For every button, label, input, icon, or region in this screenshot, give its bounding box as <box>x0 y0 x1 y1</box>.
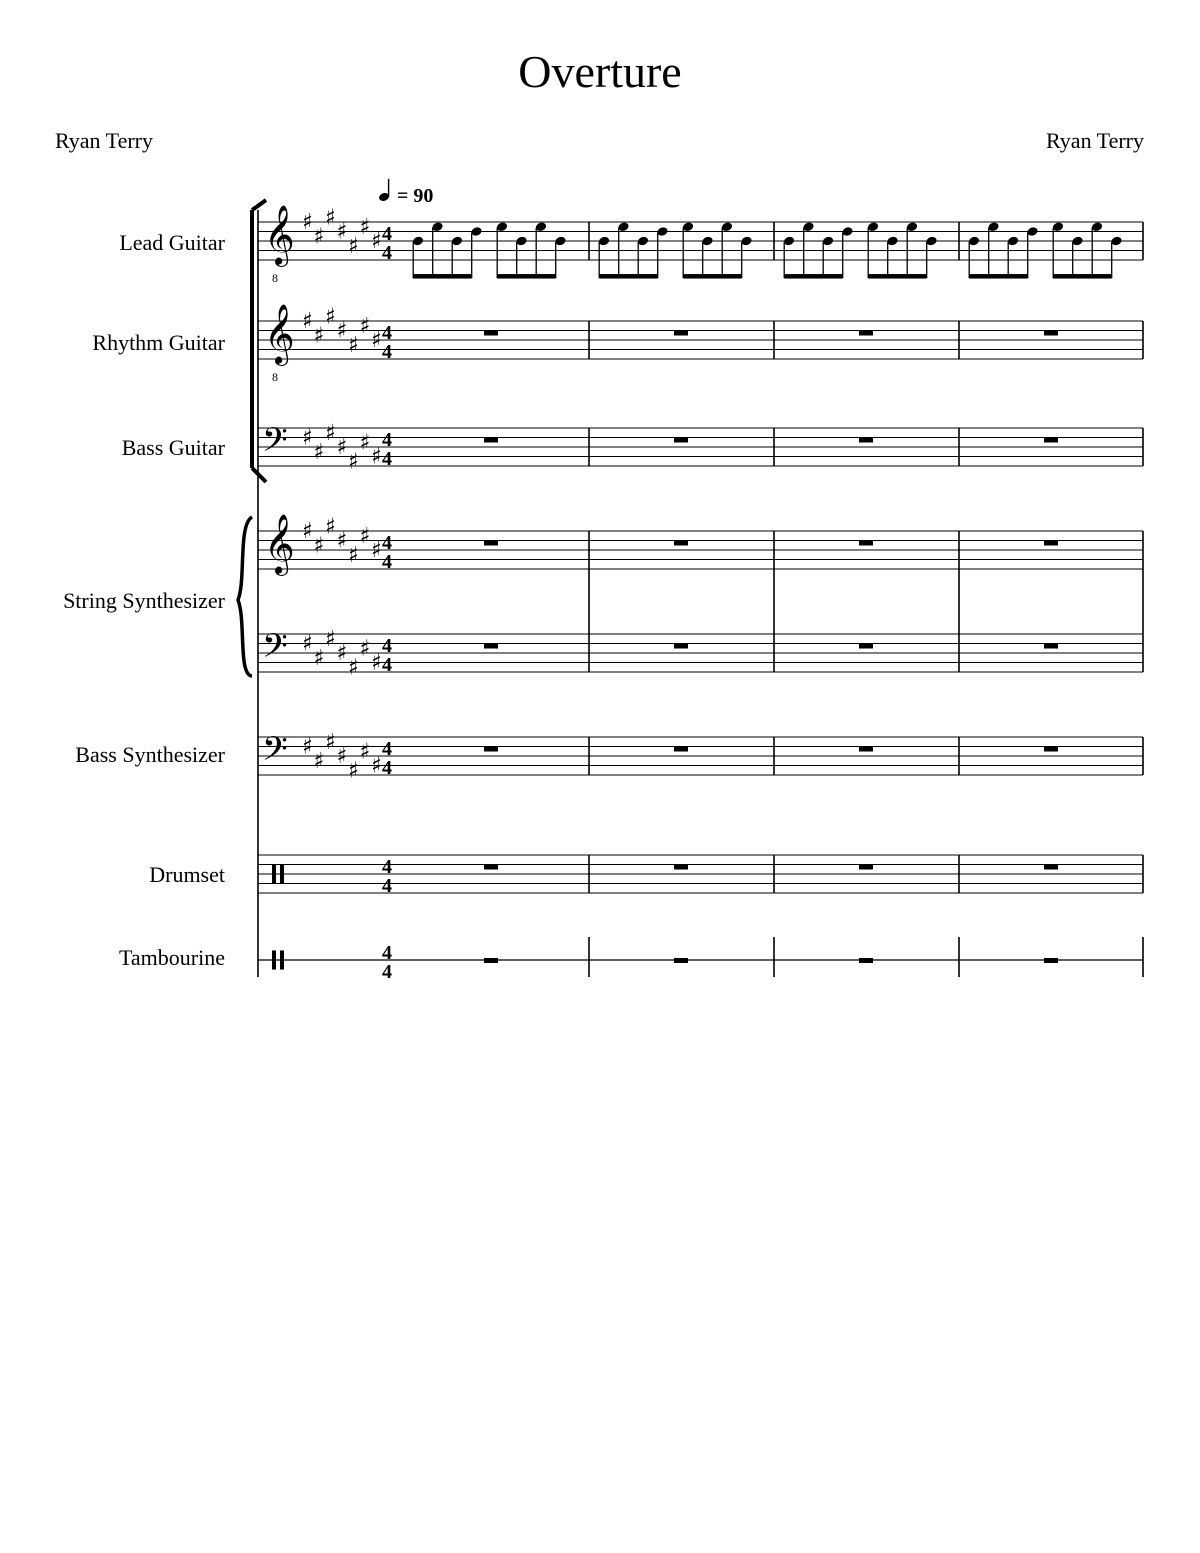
staff-6-sharp-2: ♯ <box>313 748 325 774</box>
staff-7-rest-m4 <box>1044 865 1058 870</box>
instrument-label-rhythm-guitar: Rhythm Guitar <box>92 330 225 355</box>
staff-1-sharp-4: ♯ <box>336 219 348 245</box>
staff-4-sharp-6: ♯ <box>359 523 371 549</box>
instrument-label-bass-synthesizer: Bass Synthesizer <box>75 742 225 767</box>
staff-2-sharp-7: ♯ <box>371 328 382 353</box>
staff-1-time-bottom: 4 <box>382 242 392 264</box>
staff-5-time-bottom: 4 <box>382 654 392 676</box>
staff-6-time-top: 4 <box>382 738 392 760</box>
staff-4-sharp-4: ♯ <box>336 528 348 554</box>
staff-8-rest-m3 <box>859 958 873 963</box>
staff-1-sharp-1: ♯ <box>302 210 313 235</box>
staff-5-time-top: 4 <box>382 635 392 657</box>
staff-7-rest-m3 <box>859 865 873 870</box>
staff-6-rest-m1 <box>484 747 498 752</box>
lead-beam-m1-2 <box>497 274 556 279</box>
staff-6-sharp-5: ♯ <box>348 758 359 784</box>
staff-2-treble-clef: 𝄞 <box>264 304 295 364</box>
staff-2-rest-m1 <box>484 331 498 336</box>
staff-2-sharp-1: ♯ <box>302 309 313 334</box>
staff-2-rest-m2 <box>674 331 688 336</box>
staff-6-time-bottom: 4 <box>382 757 392 779</box>
staff-3-time-top: 4 <box>382 429 392 451</box>
staff-4-sharp-3: ♯ <box>325 514 336 540</box>
staff-5-rest-m4 <box>1044 644 1058 649</box>
lead-beam-m3-1 <box>784 274 843 279</box>
staff-8-time-top: 4 <box>382 942 392 964</box>
staff-2-octave-mark: 8 <box>272 370 278 384</box>
staff-1-sharp-6: ♯ <box>359 214 371 240</box>
staff-5-sharp-1: ♯ <box>302 631 313 657</box>
staff-1-sharp-3: ♯ <box>325 205 336 231</box>
staff-5-sharp-7: ♯ <box>371 650 382 676</box>
staff-3-sharp-1: ♯ <box>302 425 313 451</box>
staff-7-perc-clef-b <box>280 865 284 884</box>
staff-2-sharp-3: ♯ <box>325 304 336 330</box>
staff-1-treble-clef: 𝄞 <box>264 205 295 265</box>
staff-6-rest-m2 <box>674 747 688 752</box>
staff-2-time-bottom: 4 <box>382 341 392 363</box>
staff-5-sharp-5: ♯ <box>348 655 359 681</box>
staff-6-rest-m3 <box>859 747 873 752</box>
staff-6-sharp-6: ♯ <box>359 739 371 765</box>
arranger-credit: Ryan Terry <box>1046 128 1144 153</box>
lead-beam-m2-1 <box>599 274 658 279</box>
staff-1-octave-mark: 8 <box>272 271 278 285</box>
staff-1-sharp-5: ♯ <box>348 233 359 259</box>
staff-5-bass-clef: 𝄢 <box>262 627 288 674</box>
staff-2-sharp-5: ♯ <box>348 332 359 358</box>
staff-6-bass-clef: 𝄢 <box>262 730 288 777</box>
staff-4-sharp-2: ♯ <box>313 533 325 559</box>
staff-6-sharp-3: ♯ <box>325 729 336 755</box>
lead-beam-m2-2 <box>683 274 742 279</box>
instrument-label-tambourine: Tambourine <box>119 945 225 970</box>
staff-3-sharp-3: ♯ <box>325 420 336 446</box>
staff-3-bass-clef: 𝄢 <box>262 421 288 468</box>
staff-3-sharp-5: ♯ <box>348 449 359 475</box>
string-synth-brace <box>238 517 252 676</box>
staff-4-sharp-5: ♯ <box>348 542 359 568</box>
staff-4-sharp-7: ♯ <box>371 538 382 563</box>
staff-7-rest-m1 <box>484 865 498 870</box>
staff-5-sharp-6: ♯ <box>359 636 371 662</box>
lead-beam-m3-2 <box>868 274 927 279</box>
staff-5-sharp-2: ♯ <box>313 645 325 671</box>
staff-4-rest-m4 <box>1044 541 1058 546</box>
staff-8-rest-m4 <box>1044 958 1058 963</box>
staff-3-rest-m3 <box>859 438 873 443</box>
staff-5-rest-m1 <box>484 644 498 649</box>
staff-8-rest-m1 <box>484 958 498 963</box>
instrument-label-bass-guitar: Bass Guitar <box>121 435 225 460</box>
staff-7-time-bottom: 4 <box>382 875 392 897</box>
staff-3-sharp-7: ♯ <box>371 444 382 470</box>
staff-7-perc-clef-a <box>272 865 276 884</box>
staff-4-time-bottom: 4 <box>382 551 392 573</box>
staff-4-rest-m3 <box>859 541 873 546</box>
glyph-layer <box>238 179 1123 983</box>
staff-6-sharp-7: ♯ <box>371 753 382 779</box>
staff-5-rest-m3 <box>859 644 873 649</box>
staff-4-rest-m2 <box>674 541 688 546</box>
lead-beam-m4-2 <box>1053 274 1112 279</box>
staff-3-sharp-4: ♯ <box>336 435 348 460</box>
staff-3-sharp-6: ♯ <box>359 430 371 456</box>
staff-2-rest-m4 <box>1044 331 1058 336</box>
staff-5-rest-m2 <box>674 644 688 649</box>
staff-5-sharp-3: ♯ <box>325 626 336 652</box>
staff-8-rest-m2 <box>674 958 688 963</box>
staff-3-rest-m1 <box>484 438 498 443</box>
lead-beam-m4-1 <box>969 274 1027 279</box>
staff-2-time-top: 4 <box>382 322 392 344</box>
staff-3-rest-m2 <box>674 438 688 443</box>
staff-3-rest-m4 <box>1044 438 1058 443</box>
instrument-label-string-synthesizer: String Synthesizer <box>63 588 225 613</box>
staff-7-time-top: 4 <box>382 856 392 878</box>
staff-2-sharp-2: ♯ <box>313 323 325 349</box>
staff-1-time-top: 4 <box>382 223 392 245</box>
staff-7-rest-m2 <box>674 865 688 870</box>
staff-1-sharp-2: ♯ <box>313 224 325 250</box>
instrument-label-lead-guitar: Lead Guitar <box>119 230 225 255</box>
staff-6-rest-m4 <box>1044 747 1058 752</box>
score-title: Overture <box>518 46 682 97</box>
staff-8-perc-clef-b <box>280 951 284 970</box>
staff-2-rest-m3 <box>859 331 873 336</box>
staff-4-time-top: 4 <box>382 532 392 554</box>
staff-5-sharp-4: ♯ <box>336 641 348 666</box>
staff-2-sharp-6: ♯ <box>359 313 371 339</box>
staff-3-time-bottom: 4 <box>382 448 392 470</box>
staff-8-time-bottom: 4 <box>382 961 392 983</box>
staff-4-treble-clef: 𝄞 <box>264 514 295 574</box>
staff-6-sharp-1: ♯ <box>302 734 313 760</box>
staff-3-sharp-2: ♯ <box>313 439 325 465</box>
staff-6-sharp-4: ♯ <box>336 744 348 769</box>
staff-1-sharp-7: ♯ <box>371 229 382 254</box>
staff-8-perc-clef-a <box>272 951 276 970</box>
instrument-label-drumset: Drumset <box>149 862 225 887</box>
staff-2-sharp-4: ♯ <box>336 318 348 344</box>
lead-beam-m1-1 <box>413 274 472 279</box>
tempo-marking: = 90 <box>397 185 434 207</box>
staff-4-sharp-1: ♯ <box>302 519 313 544</box>
composer-credit: Ryan Terry <box>55 128 153 153</box>
staff-4-rest-m1 <box>484 541 498 546</box>
